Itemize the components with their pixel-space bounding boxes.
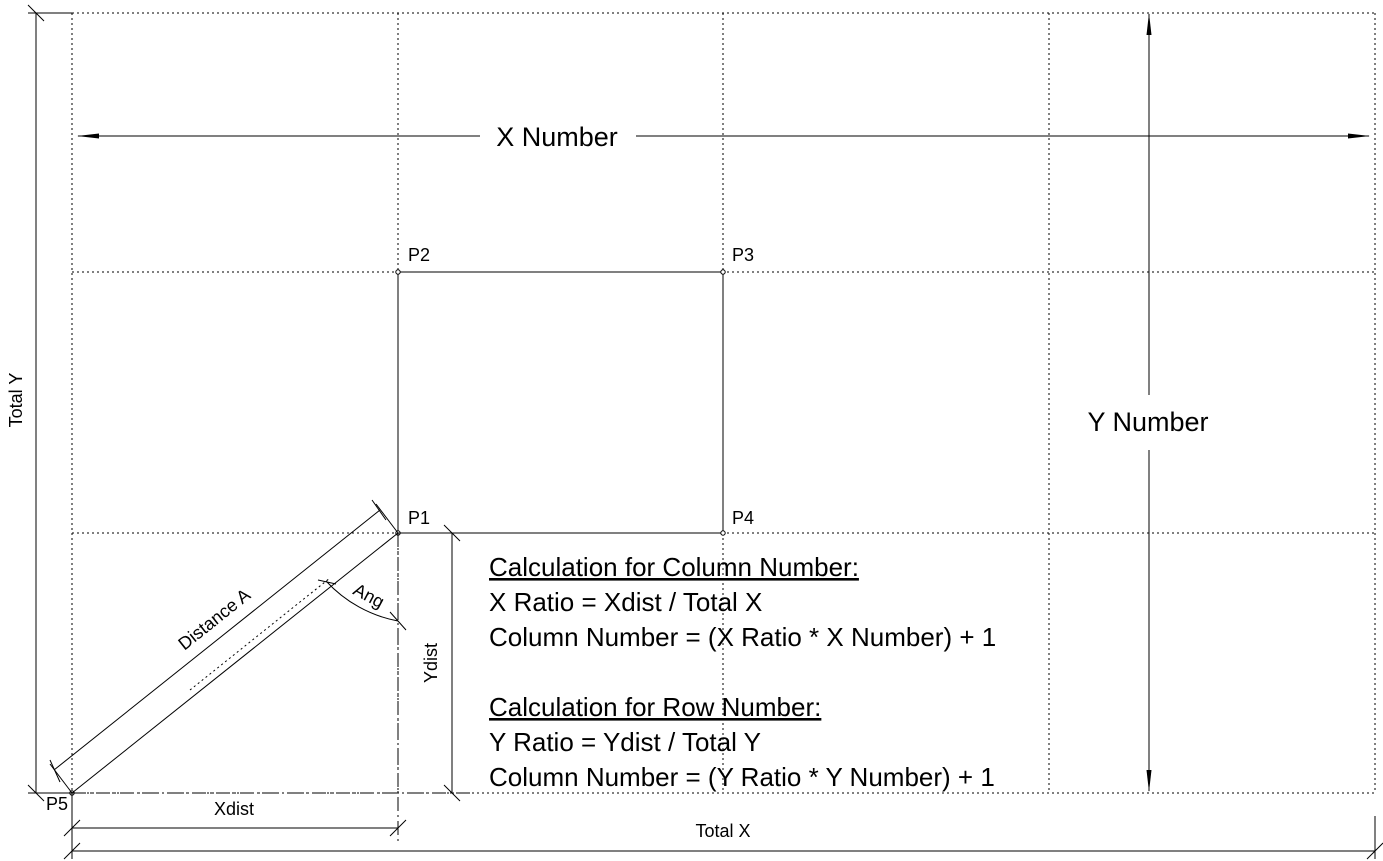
total-y-label: Total Y — [6, 372, 26, 428]
point-p5-label: P5 — [46, 794, 69, 814]
row-calc-line-1: Y Ratio = Ydist / Total Y — [489, 727, 761, 757]
point-p3-label: P3 — [732, 245, 755, 265]
selected-cell — [398, 272, 723, 533]
ydist-dimension — [72, 525, 470, 801]
total-x-label: Total X — [695, 821, 751, 841]
xdist-label: Xdist — [213, 799, 255, 819]
distance-a-label: Distance A — [174, 584, 255, 654]
point-p2-label: P2 — [408, 245, 431, 265]
point-p1-label: P1 — [408, 508, 431, 528]
x-number-label: X Number — [496, 122, 618, 152]
calculation-notes — [489, 552, 996, 792]
y-number-label: Y Number — [1087, 407, 1209, 437]
point-p4-label: P4 — [732, 508, 755, 528]
distance-a-dimension — [50, 500, 398, 793]
total-y-dimension — [28, 5, 72, 801]
column-calc-line-1: X Ratio = Xdist / Total X — [489, 587, 763, 617]
column-calc-heading: Calculation for Column Number: — [489, 552, 859, 582]
ydist-label: Ydist — [421, 642, 441, 684]
ang-label: Ang — [349, 579, 388, 613]
row-calc-line-2: Column Number = (Y Ratio * Y Number) + 1 — [489, 762, 995, 792]
row-calc-heading: Calculation for Row Number: — [489, 692, 822, 722]
column-calc-line-2: Column Number = (X Ratio * X Number) + 1 — [489, 622, 997, 652]
